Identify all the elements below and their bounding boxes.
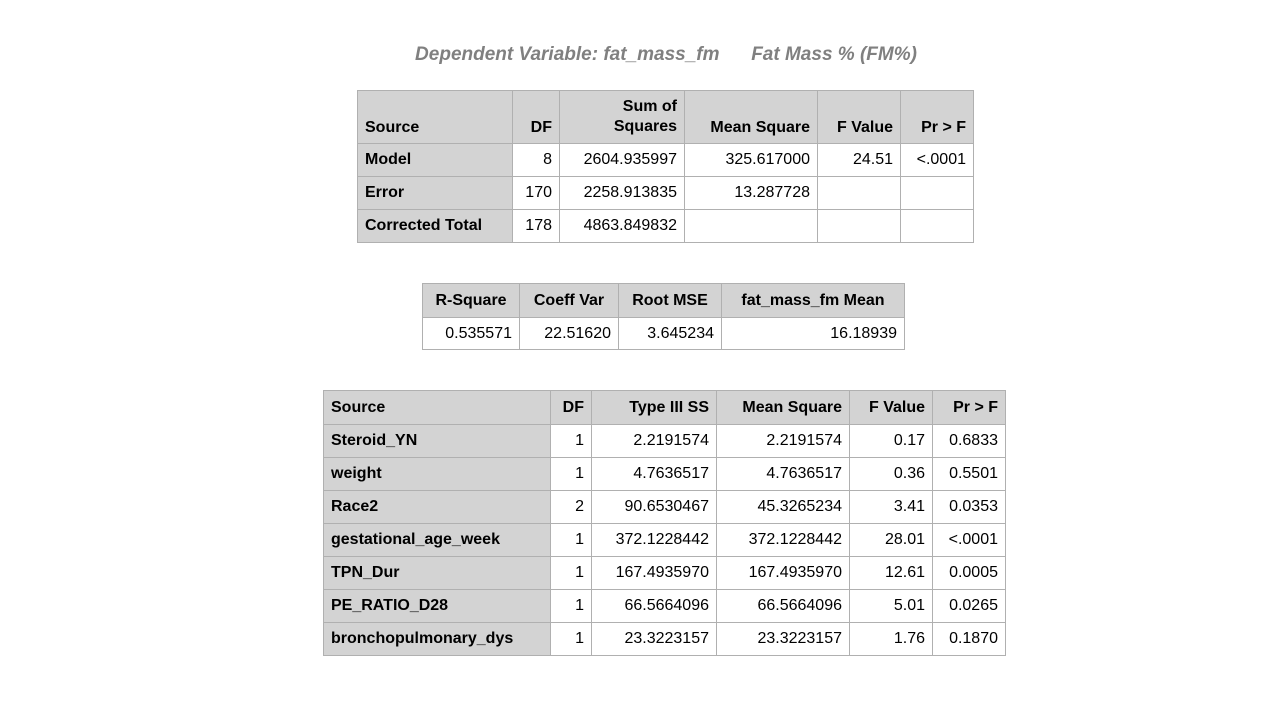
type3-ss: 90.6530467: [592, 491, 717, 524]
anova-ss: 2258.913835: [560, 177, 685, 210]
anova-source: Model: [358, 144, 513, 177]
type3-p: 0.1870: [933, 623, 1006, 656]
fit-root-mse: 3.645234: [619, 318, 722, 350]
type3-p: 0.5501: [933, 458, 1006, 491]
type3-ms: 167.4935970: [717, 557, 850, 590]
fit-mean: 16.18939: [722, 318, 905, 350]
table-row: [324, 590, 1006, 623]
table-row: [358, 144, 974, 177]
type3-ss: 66.5664096: [592, 590, 717, 623]
table-row: [423, 318, 905, 350]
fit-header-root-mse: Root MSE: [619, 284, 722, 318]
type3-f: 12.61: [850, 557, 933, 590]
type3-ss-table: [323, 390, 1006, 656]
anova-source: Corrected Total: [358, 210, 513, 243]
anova-p: <.0001: [901, 144, 974, 177]
anova-table: [357, 90, 974, 243]
anova-header-pr-f: Pr > F: [901, 91, 974, 144]
table-row: [324, 557, 1006, 590]
fit-header-coeff-var: Coeff Var: [520, 284, 619, 318]
type3-p: 0.0005: [933, 557, 1006, 590]
type3-df: 1: [551, 590, 592, 623]
type3-ms: 4.7636517: [717, 458, 850, 491]
anova-header-f-value: F Value: [818, 91, 901, 144]
type3-header-f-value: F Value: [850, 391, 933, 425]
table-row: [324, 491, 1006, 524]
anova-df: 178: [513, 210, 560, 243]
type3-df: 1: [551, 524, 592, 557]
anova-ms: 13.287728: [685, 177, 818, 210]
type3-ms: 372.1228442: [717, 524, 850, 557]
type3-f: 0.17: [850, 425, 933, 458]
anova-ss: 4863.849832: [560, 210, 685, 243]
anova-header-row: [358, 91, 974, 144]
fit-header-r-square: R-Square: [423, 284, 520, 318]
table-row: [358, 210, 974, 243]
anova-df: 8: [513, 144, 560, 177]
type3-source: weight: [324, 458, 551, 491]
anova-header-df: DF: [513, 91, 560, 144]
anova-f: [818, 210, 901, 243]
type3-header-df: DF: [551, 391, 592, 425]
type3-df: 1: [551, 425, 592, 458]
dependent-variable-label: Dependent Variable: fat_mass_fm: [415, 44, 720, 65]
type3-f: 3.41: [850, 491, 933, 524]
type3-ss: 2.2191574: [592, 425, 717, 458]
anova-header-sum-line2: Squares: [613, 118, 677, 135]
variable-description: Fat Mass % (FM%): [751, 44, 917, 65]
anova-f: 24.51: [818, 144, 901, 177]
type3-header-pr-f: Pr > F: [933, 391, 1006, 425]
fit-header-mean: fat_mass_fm Mean: [722, 284, 905, 318]
anova-ms: [685, 210, 818, 243]
anova-df: 170: [513, 177, 560, 210]
type3-ms: 23.3223157: [717, 623, 850, 656]
anova-header-sum-line1: Sum of: [622, 98, 677, 115]
anova-source: Error: [358, 177, 513, 210]
type3-ms: 2.2191574: [717, 425, 850, 458]
table-row: [324, 458, 1006, 491]
type3-p: 0.6833: [933, 425, 1006, 458]
type3-df: 1: [551, 557, 592, 590]
anova-p: [901, 210, 974, 243]
type3-source: Steroid_YN: [324, 425, 551, 458]
type3-ss: 4.7636517: [592, 458, 717, 491]
anova-header-mean-square: Mean Square: [685, 91, 818, 144]
type3-p: <.0001: [933, 524, 1006, 557]
dependent-variable-title: [0, 44, 1280, 66]
type3-header-row: [324, 391, 1006, 425]
type3-source: gestational_age_week: [324, 524, 551, 557]
type3-f: 0.36: [850, 458, 933, 491]
type3-ms: 66.5664096: [717, 590, 850, 623]
type3-ss: 372.1228442: [592, 524, 717, 557]
anova-f: [818, 177, 901, 210]
anova-ms: 325.617000: [685, 144, 818, 177]
anova-header-source: Source: [358, 91, 513, 144]
type3-ss: 167.4935970: [592, 557, 717, 590]
type3-df: 2: [551, 491, 592, 524]
type3-source: PE_RATIO_D28: [324, 590, 551, 623]
anova-header-sum-of-squares: [560, 91, 685, 144]
fit-r-square: 0.535571: [423, 318, 520, 350]
type3-f: 5.01: [850, 590, 933, 623]
type3-source: Race2: [324, 491, 551, 524]
fit-coeff-var: 22.51620: [520, 318, 619, 350]
type3-ss: 23.3223157: [592, 623, 717, 656]
type3-f: 28.01: [850, 524, 933, 557]
fit-header-row: [423, 284, 905, 318]
table-row: [324, 425, 1006, 458]
type3-p: 0.0265: [933, 590, 1006, 623]
table-row: [324, 623, 1006, 656]
table-row: [324, 524, 1006, 557]
type3-header-mean-square: Mean Square: [717, 391, 850, 425]
type3-df: 1: [551, 623, 592, 656]
anova-ss: 2604.935997: [560, 144, 685, 177]
fit-statistics-table: [422, 283, 905, 350]
type3-p: 0.0353: [933, 491, 1006, 524]
type3-f: 1.76: [850, 623, 933, 656]
type3-df: 1: [551, 458, 592, 491]
type3-header-type-iii-ss: Type III SS: [592, 391, 717, 425]
type3-source: TPN_Dur: [324, 557, 551, 590]
type3-header-source: Source: [324, 391, 551, 425]
type3-source: bronchopulmonary_dys: [324, 623, 551, 656]
anova-p: [901, 177, 974, 210]
table-row: [358, 177, 974, 210]
type3-ms: 45.3265234: [717, 491, 850, 524]
